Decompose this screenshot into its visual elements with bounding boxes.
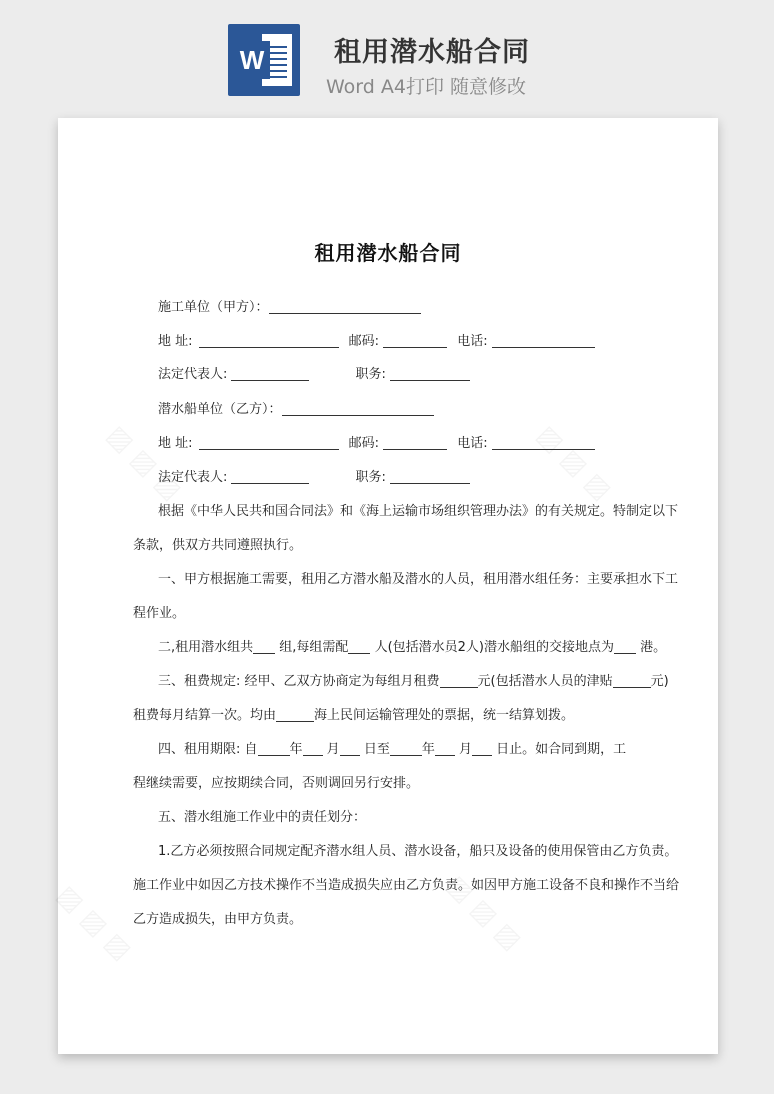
party-b-rep-line bbox=[158, 466, 470, 485]
clause-4-line bbox=[158, 738, 626, 757]
party-a-address-label: 地 址: bbox=[158, 334, 193, 349]
clause-2-line bbox=[158, 636, 666, 655]
body-paragraph-line: 施工作业中如因乙方技术操作不当造成损失应由乙方负责。如因甲方施工设备不良和操作不当给 bbox=[133, 878, 680, 893]
party-b-postcode-label: 邮码: bbox=[348, 436, 380, 451]
clause-4-text: 日止。如合同到期，工 bbox=[496, 742, 627, 757]
party-a-unit-line bbox=[158, 296, 421, 315]
party-b-position-blank[interactable] bbox=[390, 469, 470, 484]
document-title: 租用潜水船合同 bbox=[314, 241, 462, 265]
party-b-unit-line bbox=[158, 398, 434, 417]
party-b-address-label: 地 址: bbox=[158, 436, 193, 451]
clause-4-blank[interactable] bbox=[390, 741, 422, 756]
clause-2-text: 港。 bbox=[640, 640, 667, 655]
clause-2-text: 人(包括潜水员2人)潜水船组的交接地点为 bbox=[374, 640, 614, 655]
header-subtitle: Word A4打印 随意修改 bbox=[326, 76, 527, 98]
clause-4-text: 日至 bbox=[363, 742, 390, 757]
party-a-address-blank[interactable] bbox=[199, 333, 339, 348]
party-a-postcode-blank[interactable] bbox=[383, 333, 447, 348]
document-page bbox=[58, 118, 718, 1054]
clause-3-text: 元(包括潜水人员的津贴 bbox=[477, 674, 613, 689]
clause-3b-line bbox=[133, 704, 574, 723]
party-b-phone-label: 电话: bbox=[457, 436, 488, 451]
clause-3-line bbox=[158, 670, 669, 689]
party-a-position-label: 职务: bbox=[355, 367, 386, 382]
clause-4-blank[interactable] bbox=[303, 741, 323, 756]
clause-4-blank[interactable] bbox=[472, 741, 492, 756]
clause-4-text: 年 bbox=[421, 742, 435, 757]
body-paragraph-line: 一、甲方根据施工需要，租用乙方潜水船及潜水的人员，租用潜水组任务：主要承担水下工 bbox=[158, 572, 679, 587]
party-b-phone-blank[interactable] bbox=[492, 435, 595, 450]
body-paragraph-line: 乙方造成损失，由甲方负责。 bbox=[133, 912, 303, 927]
body-paragraph-line: 程继续需要，应按期续合同，否则调回另行安排。 bbox=[133, 776, 420, 791]
party-a-rep-blank[interactable] bbox=[231, 366, 309, 381]
clause-3-text: 三、租费规定: 经甲、乙双方协商定为每组月租费 bbox=[158, 674, 440, 689]
clause-2-text: 组,每组需配 bbox=[279, 640, 349, 655]
word-doc-icon bbox=[228, 24, 300, 96]
party-b-position-label: 职务: bbox=[355, 470, 386, 485]
clause-4-blank[interactable] bbox=[258, 741, 290, 756]
party-a-phone-blank[interactable] bbox=[492, 333, 595, 348]
clause-3b-text: 租费每月结算一次。均由 bbox=[133, 708, 277, 723]
clause-4-blank[interactable] bbox=[340, 741, 360, 756]
watermark bbox=[51, 880, 137, 966]
preview-header bbox=[0, 0, 774, 112]
clause-2-blank[interactable] bbox=[348, 639, 370, 654]
clause-3-blank[interactable] bbox=[613, 673, 651, 688]
party-b-rep-label: 法定代表人: bbox=[158, 470, 228, 485]
party-a-postcode-label: 邮码: bbox=[348, 334, 380, 349]
clause-3b-text: 海上民间运输管理处的票据，统一结算划拨。 bbox=[314, 708, 575, 723]
party-a-address-line bbox=[158, 330, 595, 349]
party-b-address-line bbox=[158, 432, 595, 451]
clause-4-text: 四、租用期限: 自 bbox=[158, 742, 258, 757]
body-paragraph-line: 1.乙方必须按照合同规定配齐潜水组人员、潜水设备，船只及设备的使用保管由乙方负责。 bbox=[158, 844, 678, 859]
clause-4-text: 月 bbox=[326, 742, 340, 757]
clause-4-text: 月 bbox=[459, 742, 473, 757]
clause-2-blank[interactable] bbox=[253, 639, 275, 654]
body-paragraph-line: 根据《中华人民共和国合同法》和《海上运输市场组织管理办法》的有关规定。特制定以下 bbox=[158, 504, 679, 519]
clause-3-text: 元) bbox=[650, 674, 669, 689]
party-a-unit-blank[interactable] bbox=[269, 299, 421, 314]
party-a-position-blank[interactable] bbox=[390, 366, 470, 381]
clause-2-text: 二,租用潜水组共 bbox=[158, 640, 254, 655]
party-b-address-blank[interactable] bbox=[199, 435, 339, 450]
word-icon-letter: W bbox=[234, 41, 270, 79]
body-paragraph-line: 条款，供双方共同遵照执行。 bbox=[133, 538, 303, 553]
party-b-rep-blank[interactable] bbox=[231, 469, 309, 484]
clause-3b-blank[interactable] bbox=[276, 707, 314, 722]
party-a-rep-line bbox=[158, 363, 470, 382]
party-b-unit-label: 潜水船单位（乙方）： bbox=[158, 402, 282, 417]
party-b-postcode-blank[interactable] bbox=[383, 435, 447, 450]
party-a-phone-label: 电话: bbox=[457, 334, 488, 349]
body-paragraph-line: 五、潜水组施工作业中的责任划分： bbox=[158, 810, 367, 825]
party-a-unit-label: 施工单位（甲方）： bbox=[158, 300, 269, 315]
header-title: 租用潜水船合同 bbox=[334, 37, 530, 68]
clause-3-blank[interactable] bbox=[440, 673, 478, 688]
clause-2-blank[interactable] bbox=[614, 639, 636, 654]
clause-4-blank[interactable] bbox=[435, 741, 455, 756]
party-b-unit-blank[interactable] bbox=[282, 401, 434, 416]
body-paragraph-line: 程作业。 bbox=[133, 606, 186, 621]
party-a-rep-label: 法定代表人: bbox=[158, 367, 228, 382]
clause-4-text: 年 bbox=[289, 742, 303, 757]
